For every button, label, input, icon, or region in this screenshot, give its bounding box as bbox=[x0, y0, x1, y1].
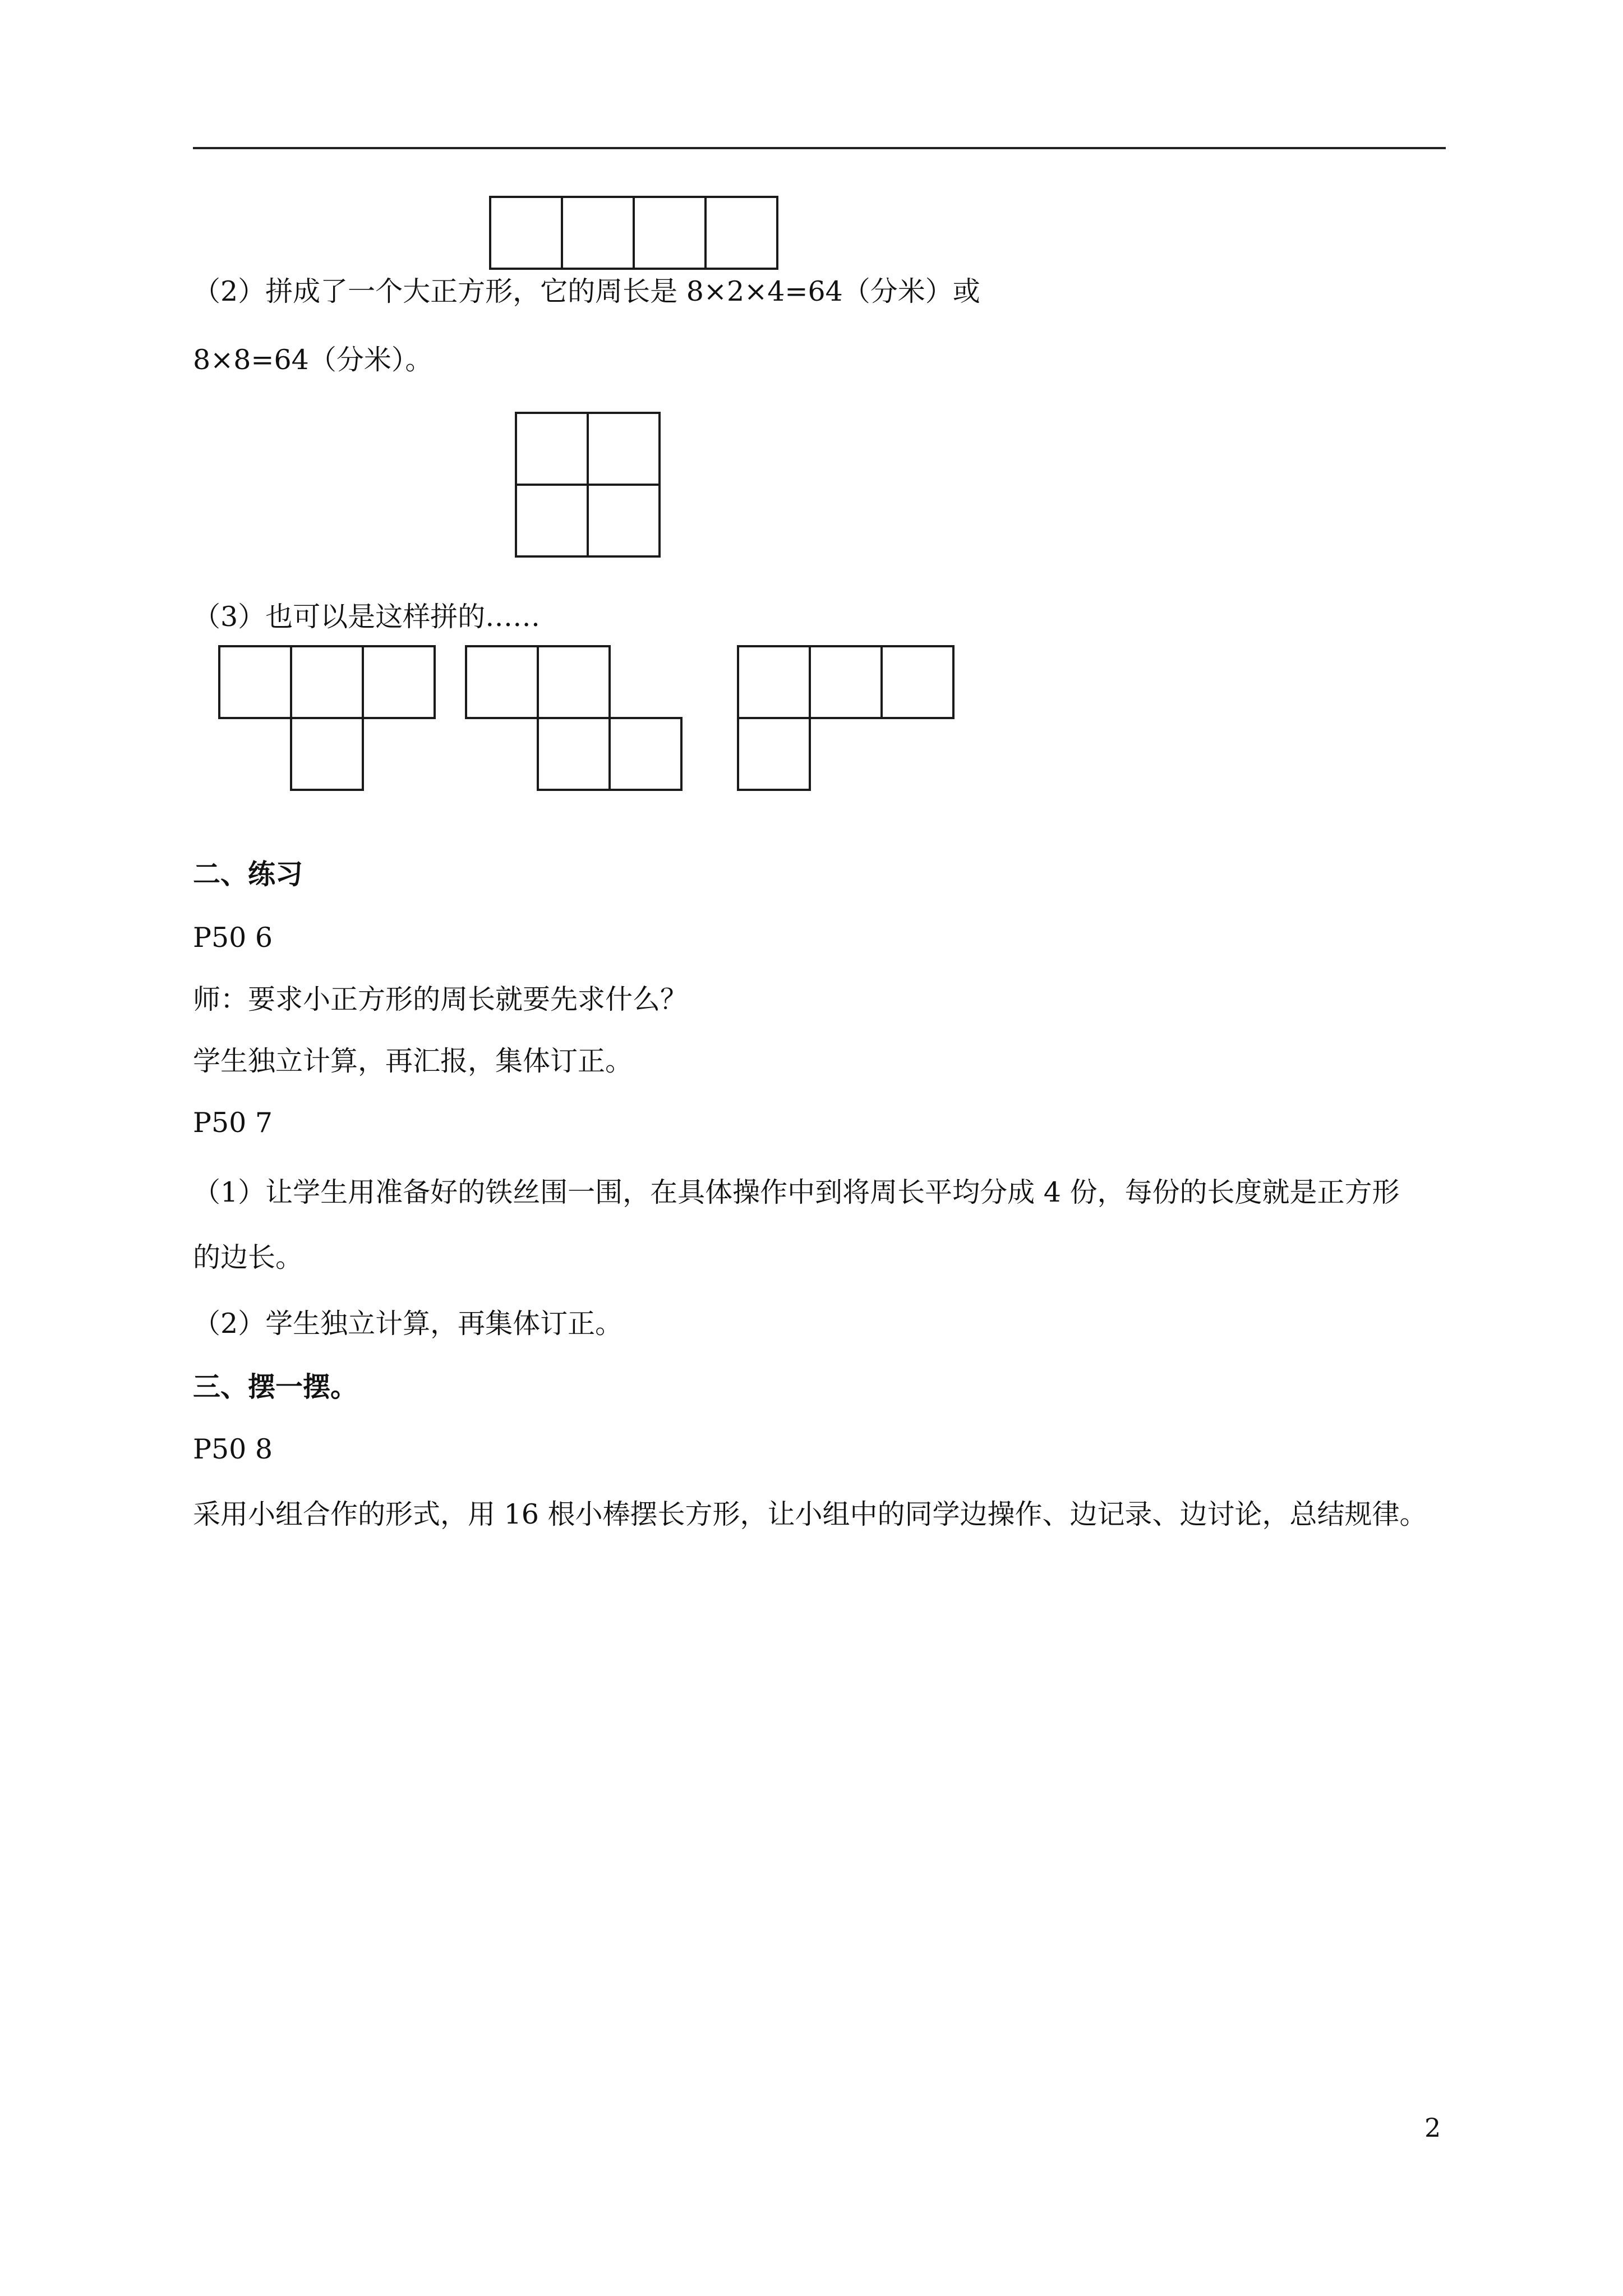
text-line-1: （2）拼成了一个大正方形，它的周长是 8×2×4=64（分米）或 bbox=[193, 275, 980, 307]
header-rule bbox=[193, 147, 1446, 149]
square bbox=[880, 645, 955, 719]
section-heading-arrange: 三、摆一摆。 bbox=[193, 1370, 358, 1403]
text-group-work: 采用小组合作的形式，用 16 根小棒摆长方形，让小组中的同学边操作、边记录、边讨论，总结规律。 bbox=[193, 1498, 1427, 1530]
square bbox=[737, 645, 811, 719]
text-p50-7: P50 7 bbox=[193, 1107, 273, 1139]
page-number: 2 bbox=[1424, 2113, 1441, 2143]
text-p50-6: P50 6 bbox=[193, 922, 273, 954]
text-line-3: （3）也可以是这样拼的…… bbox=[193, 601, 541, 633]
square bbox=[809, 645, 883, 719]
square bbox=[362, 645, 436, 719]
figure-z-shape bbox=[465, 645, 689, 797]
square bbox=[290, 645, 364, 719]
square bbox=[561, 196, 635, 270]
square bbox=[465, 645, 539, 719]
square bbox=[537, 645, 611, 719]
figure-l-shape bbox=[737, 645, 961, 797]
square bbox=[633, 196, 707, 270]
text-side-length: 的边长。 bbox=[193, 1241, 303, 1273]
square bbox=[515, 484, 589, 558]
square bbox=[489, 196, 563, 270]
square bbox=[537, 717, 611, 791]
square bbox=[737, 717, 811, 791]
text-p50-8: P50 8 bbox=[193, 1433, 273, 1465]
square bbox=[608, 717, 683, 791]
figure-row-of-four-squares bbox=[489, 196, 792, 273]
text-collective-correction: （2）学生独立计算，再集体订正。 bbox=[193, 1308, 623, 1340]
text-wire-activity: （1）让学生用准备好的铁丝围一围，在具体操作中到将周长平均分成 4 份，每份的长度就是正方形 bbox=[193, 1176, 1400, 1208]
figure-two-by-two-square bbox=[515, 412, 666, 563]
square bbox=[515, 412, 589, 486]
square bbox=[587, 412, 661, 486]
square bbox=[704, 196, 778, 270]
text-student-calc: 学生独立计算，再汇报，集体订正。 bbox=[193, 1045, 633, 1077]
square bbox=[587, 484, 661, 558]
square bbox=[290, 717, 364, 791]
text-question: 师：要求小正方形的周长就要先求什么？ bbox=[193, 983, 688, 1015]
text-line-2: 8×8=64（分米）。 bbox=[193, 344, 433, 376]
figure-t-shape bbox=[218, 645, 442, 797]
section-heading-practice: 二、练习 bbox=[193, 858, 303, 890]
square bbox=[218, 645, 292, 719]
